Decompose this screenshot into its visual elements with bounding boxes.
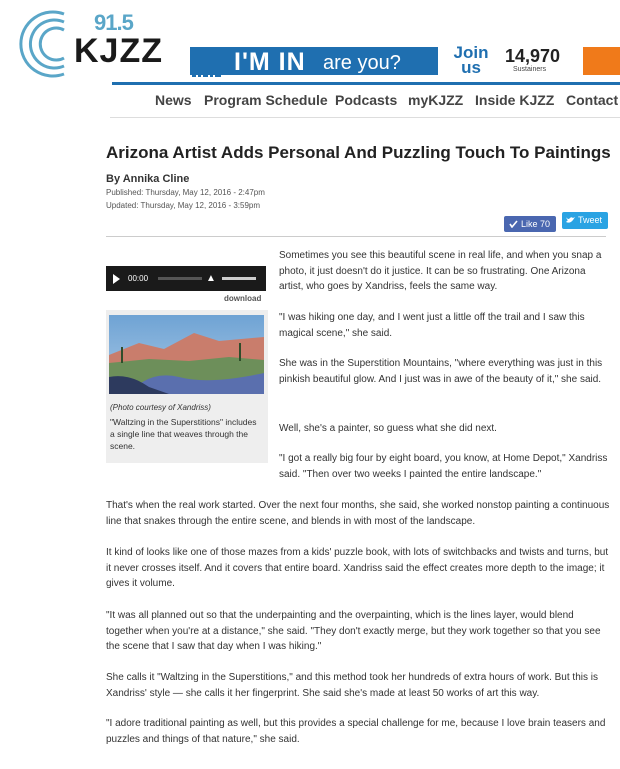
paragraph: She was in the Superstition Mountains, "where everything was just in this pinkish beautiful glow. And I just was in awe of the beauty of it," she said.	[279, 358, 603, 385]
play-icon[interactable]	[113, 274, 120, 284]
paragraph: It kind of looks like one of those mazes from a kids' puzzle book, with lots of switchbacks and twists and turns, but it never crosses itself. And it covers that entire board. Xandriss said the effect creates more depth to the image; it gives it volume.	[106, 547, 609, 589]
byline-by: By	[106, 173, 121, 185]
kjzz-logo[interactable]	[14, 6, 164, 82]
facebook-like-button[interactable]	[504, 216, 556, 232]
download-link[interactable]: download	[224, 294, 262, 303]
audio-player[interactable]	[106, 266, 266, 291]
updated-date: Updated: Thursday, May 12, 2016 - 3:59pm	[106, 201, 261, 210]
tweet-label: Tweet	[578, 215, 603, 225]
banner-main-block	[190, 47, 438, 75]
banner-imin-text: I'M IN	[234, 48, 306, 76]
progress-bar[interactable]	[158, 277, 202, 280]
photo-credit: (Photo courtesy of Xandriss)	[110, 403, 211, 412]
tweet-button[interactable]	[562, 212, 608, 229]
article-divider	[106, 236, 606, 237]
paragraph: "I got a really big four by eight board, you know, at Home Depot," Xandriss said. "Then over two weeks I painted the entire landscape."	[279, 453, 608, 480]
banner-join-text: Join us	[453, 43, 489, 77]
nav-podcasts[interactable]: Podcasts	[335, 92, 398, 108]
sustainer-count: 14,970	[505, 46, 561, 66]
paragraph: "I was hiking one day, and I went just a little off the trail and I saw this magical scene," she said.	[279, 312, 585, 339]
like-label: Like 70	[521, 219, 551, 229]
nav-program-schedule[interactable]: Program Schedule	[204, 92, 328, 108]
article-title: Arizona Artist Adds Personal And Puzzling Touch To Paintings	[106, 143, 611, 162]
logo-frequency: 91.5	[94, 10, 133, 35]
photo-caption: "Waltzing in the Superstitions" includes a single line that weaves through the scene.	[110, 417, 257, 451]
nav-news[interactable]: News	[155, 92, 192, 108]
painting-photo[interactable]	[109, 315, 264, 394]
nav-divider	[110, 117, 620, 118]
twitter-bird-icon	[566, 216, 575, 224]
player-time: 00:00	[128, 274, 149, 283]
paragraph: She calls it "Waltzing in the Superstitions," and this method took her hundreds of extra hours of work. But this is Xandriss' style — she calls it her fingerprint. She said she's made at least 50 works of art this way.	[106, 672, 598, 699]
volume-icon[interactable]: ▲	[206, 273, 216, 284]
header-divider	[112, 82, 620, 85]
published-date: Published: Thursday, May 12, 2016 - 2:47pm	[106, 188, 265, 197]
nav-contact[interactable]: Contact	[566, 92, 619, 108]
volume-slider[interactable]	[222, 277, 256, 280]
author-link[interactable]: Annika Cline	[122, 173, 190, 185]
sustainers-label: Sustainers	[513, 66, 547, 73]
paragraph: Sometimes you see this beautiful scene in real life, and when you snap a photo, it just doesn't do it justice. It can be so frustrating. One Arizona artist, who goes by Xandriss, feels the same way.	[279, 250, 602, 292]
logo-name: KJZZ	[74, 32, 163, 70]
byline	[106, 173, 189, 185]
nav-inside-kjzz[interactable]: Inside KJZZ	[475, 92, 555, 108]
paragraph: "It was all planned out so that the underpainting and the overpainting, which is the lines layer, would blend together when you're at a distance," she said. "They don't exactly merge, but they work together so that you see the scene that I saw that day when I was hiking."	[106, 610, 601, 652]
membership-banner[interactable]	[190, 45, 620, 78]
paragraph: "I adore traditional painting as well, but this provides a special challenge for me, because I love brain teasers and puzzles and things of that nature," she said.	[106, 718, 606, 745]
image-figure	[106, 310, 268, 463]
thumbs-up-icon	[509, 220, 518, 228]
paragraph: Well, she's a painter, so guess what she did next.	[279, 423, 497, 434]
banner-areyou-text: are you?	[323, 52, 401, 74]
banner-orange-block	[583, 47, 620, 75]
paragraph: That's when the real work started. Over the next four months, she said, she worked nonstop painting a continuous line that snakes through the entire scene, and blends in with most of the landscape.	[106, 500, 610, 527]
nav-mykjzz[interactable]: myKJZZ	[408, 92, 464, 108]
